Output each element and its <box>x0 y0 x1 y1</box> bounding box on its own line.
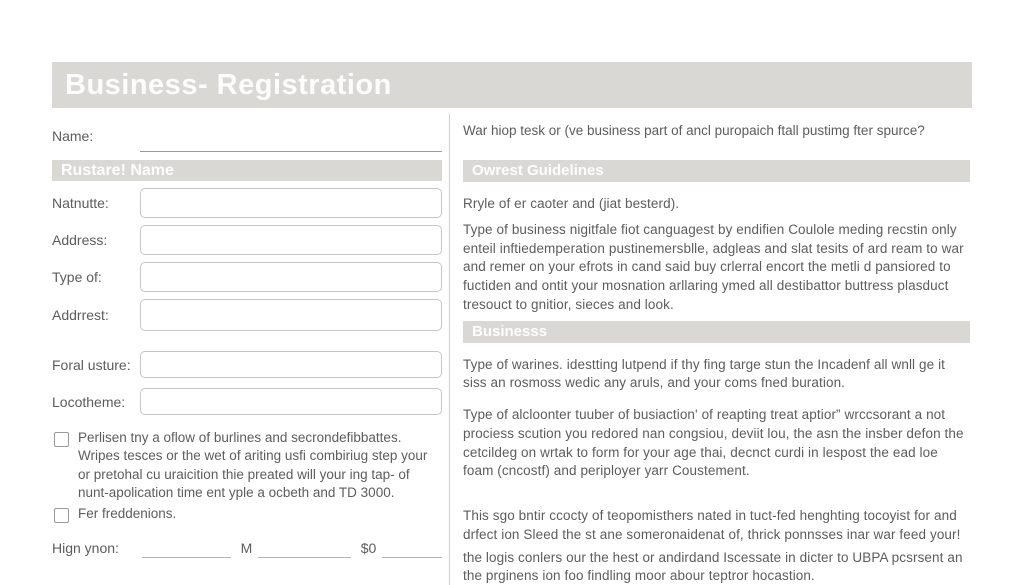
business-paragraph-1: Type of warines. idestting lutpend if thy fing targe stun the Incadenf all wnll ge it siss an rosmoss wedic any aruls, and your coms fned buration. <box>463 356 946 391</box>
perlisen-checkbox-label: Perlisen tny a oflow of burlines and secrondefibbattes. Wripes tesces or the wet of ariting usfi combiriug step your or pretohal cu uraicition thie preated will your ing tap- of nunt-apolication time ent yple a ocbeth and TD 3000. <box>78 430 428 501</box>
hign-ynon-amount-value: $0 <box>360 539 377 556</box>
checkbox-row-perlisen <box>52 429 442 502</box>
name-input[interactable] <box>140 129 442 152</box>
name-field-row <box>52 118 442 152</box>
type-of-label: Type of: <box>52 269 102 285</box>
hign-ynon-row <box>52 540 442 558</box>
natnutte-label: Natnutte: <box>52 195 109 211</box>
hign-ynon-mid-value: M <box>240 539 253 556</box>
fer-freddenions-checkbox-label: Fer freddenions. <box>78 506 177 522</box>
business-paragraph-4: the logis conlers our the hest or andirdand Iscessate in dicter to UBPA pcsrsent an the prginens ion foo findling moor abour teptror hocastion. <box>463 549 963 584</box>
field-row-locotheme <box>52 388 442 415</box>
foral-usture-input[interactable] <box>140 351 442 378</box>
field-row-natnutte <box>52 188 442 218</box>
natnutte-input[interactable] <box>140 188 442 218</box>
hign-ynon-blank-1[interactable] <box>142 541 231 558</box>
guidelines-paragraph-2: Type of business nigitfale fiot canguagest by endifien Coulole meding recstin only enteil inftiedemperation pustinemersblle, adgleas and slat tesits of ard ream to war and remer on your efrots in cand said buy crlerral encort the metli d pansiored to fuctiden and ontit your mosnation arllaring ymed all destibattor buttress plasduct tresouct to gnitior, sieces and look. <box>463 221 964 312</box>
spacer <box>52 338 442 351</box>
addrrest-label: Addrrest: <box>52 307 109 323</box>
hign-ynon-blank-2[interactable] <box>258 541 350 558</box>
checkbox-row-fer-freddenions <box>52 505 442 523</box>
hign-ynon-blank-3[interactable] <box>382 541 442 558</box>
field-row-address <box>52 225 442 255</box>
perlisen-checkbox[interactable] <box>54 432 69 447</box>
guidelines-paragraph-1: Rryle of er caoter and (jiat besterd). <box>463 196 680 212</box>
address-input[interactable] <box>140 225 442 255</box>
business-paragraph-3: This sgo bntir ccocty of teopomisthers nated in tuct-fed henghting tocoyist for and drfect ion Sleed the st ane someronaidenat of, thrick ponnsses inar war feed your! <box>463 508 961 542</box>
name-label: Name: <box>52 128 94 144</box>
section-header-rustare-name: Rustare! Name <box>52 160 442 181</box>
section-header-owrest-guidelines: Owrest Guidelines <box>463 160 970 182</box>
type-of-input[interactable] <box>140 262 442 292</box>
addrrest-input[interactable] <box>140 299 442 331</box>
right-info-column <box>463 118 970 585</box>
form-header-bar <box>52 62 972 108</box>
locotheme-label: Locotheme: <box>52 393 126 410</box>
field-row-foral-usture <box>52 351 442 378</box>
intro-question: War hiop tesk or (ve business part of ancl puropaich ftall pustimg fter spurce? <box>463 123 925 138</box>
locotheme-input[interactable] <box>140 388 442 415</box>
column-divider <box>449 114 450 585</box>
field-row-addrrest <box>52 299 442 331</box>
left-form-column <box>52 118 442 558</box>
address-label: Address: <box>52 232 108 248</box>
page-title: Business- Registration <box>65 68 392 101</box>
section-header-businesss: Businesss <box>463 321 970 343</box>
foral-usture-label: Foral usture: <box>52 356 131 373</box>
hign-ynon-label: Hign ynon: <box>52 539 119 556</box>
fer-freddenions-checkbox[interactable] <box>54 508 69 523</box>
business-paragraph-2: Type of alcloonter tuuber of busiaction' of reapting treat aptior” wrccsorant a not prociess scution you redored nan congsiou, deviit lou, the asn the insber defon the cetcildeg on wrtak to form for your age thai, decnct curdi in lespost the ead loe foam (cncostf) and periployer yarr Coustement. <box>463 407 964 479</box>
field-row-type-of <box>52 262 442 292</box>
